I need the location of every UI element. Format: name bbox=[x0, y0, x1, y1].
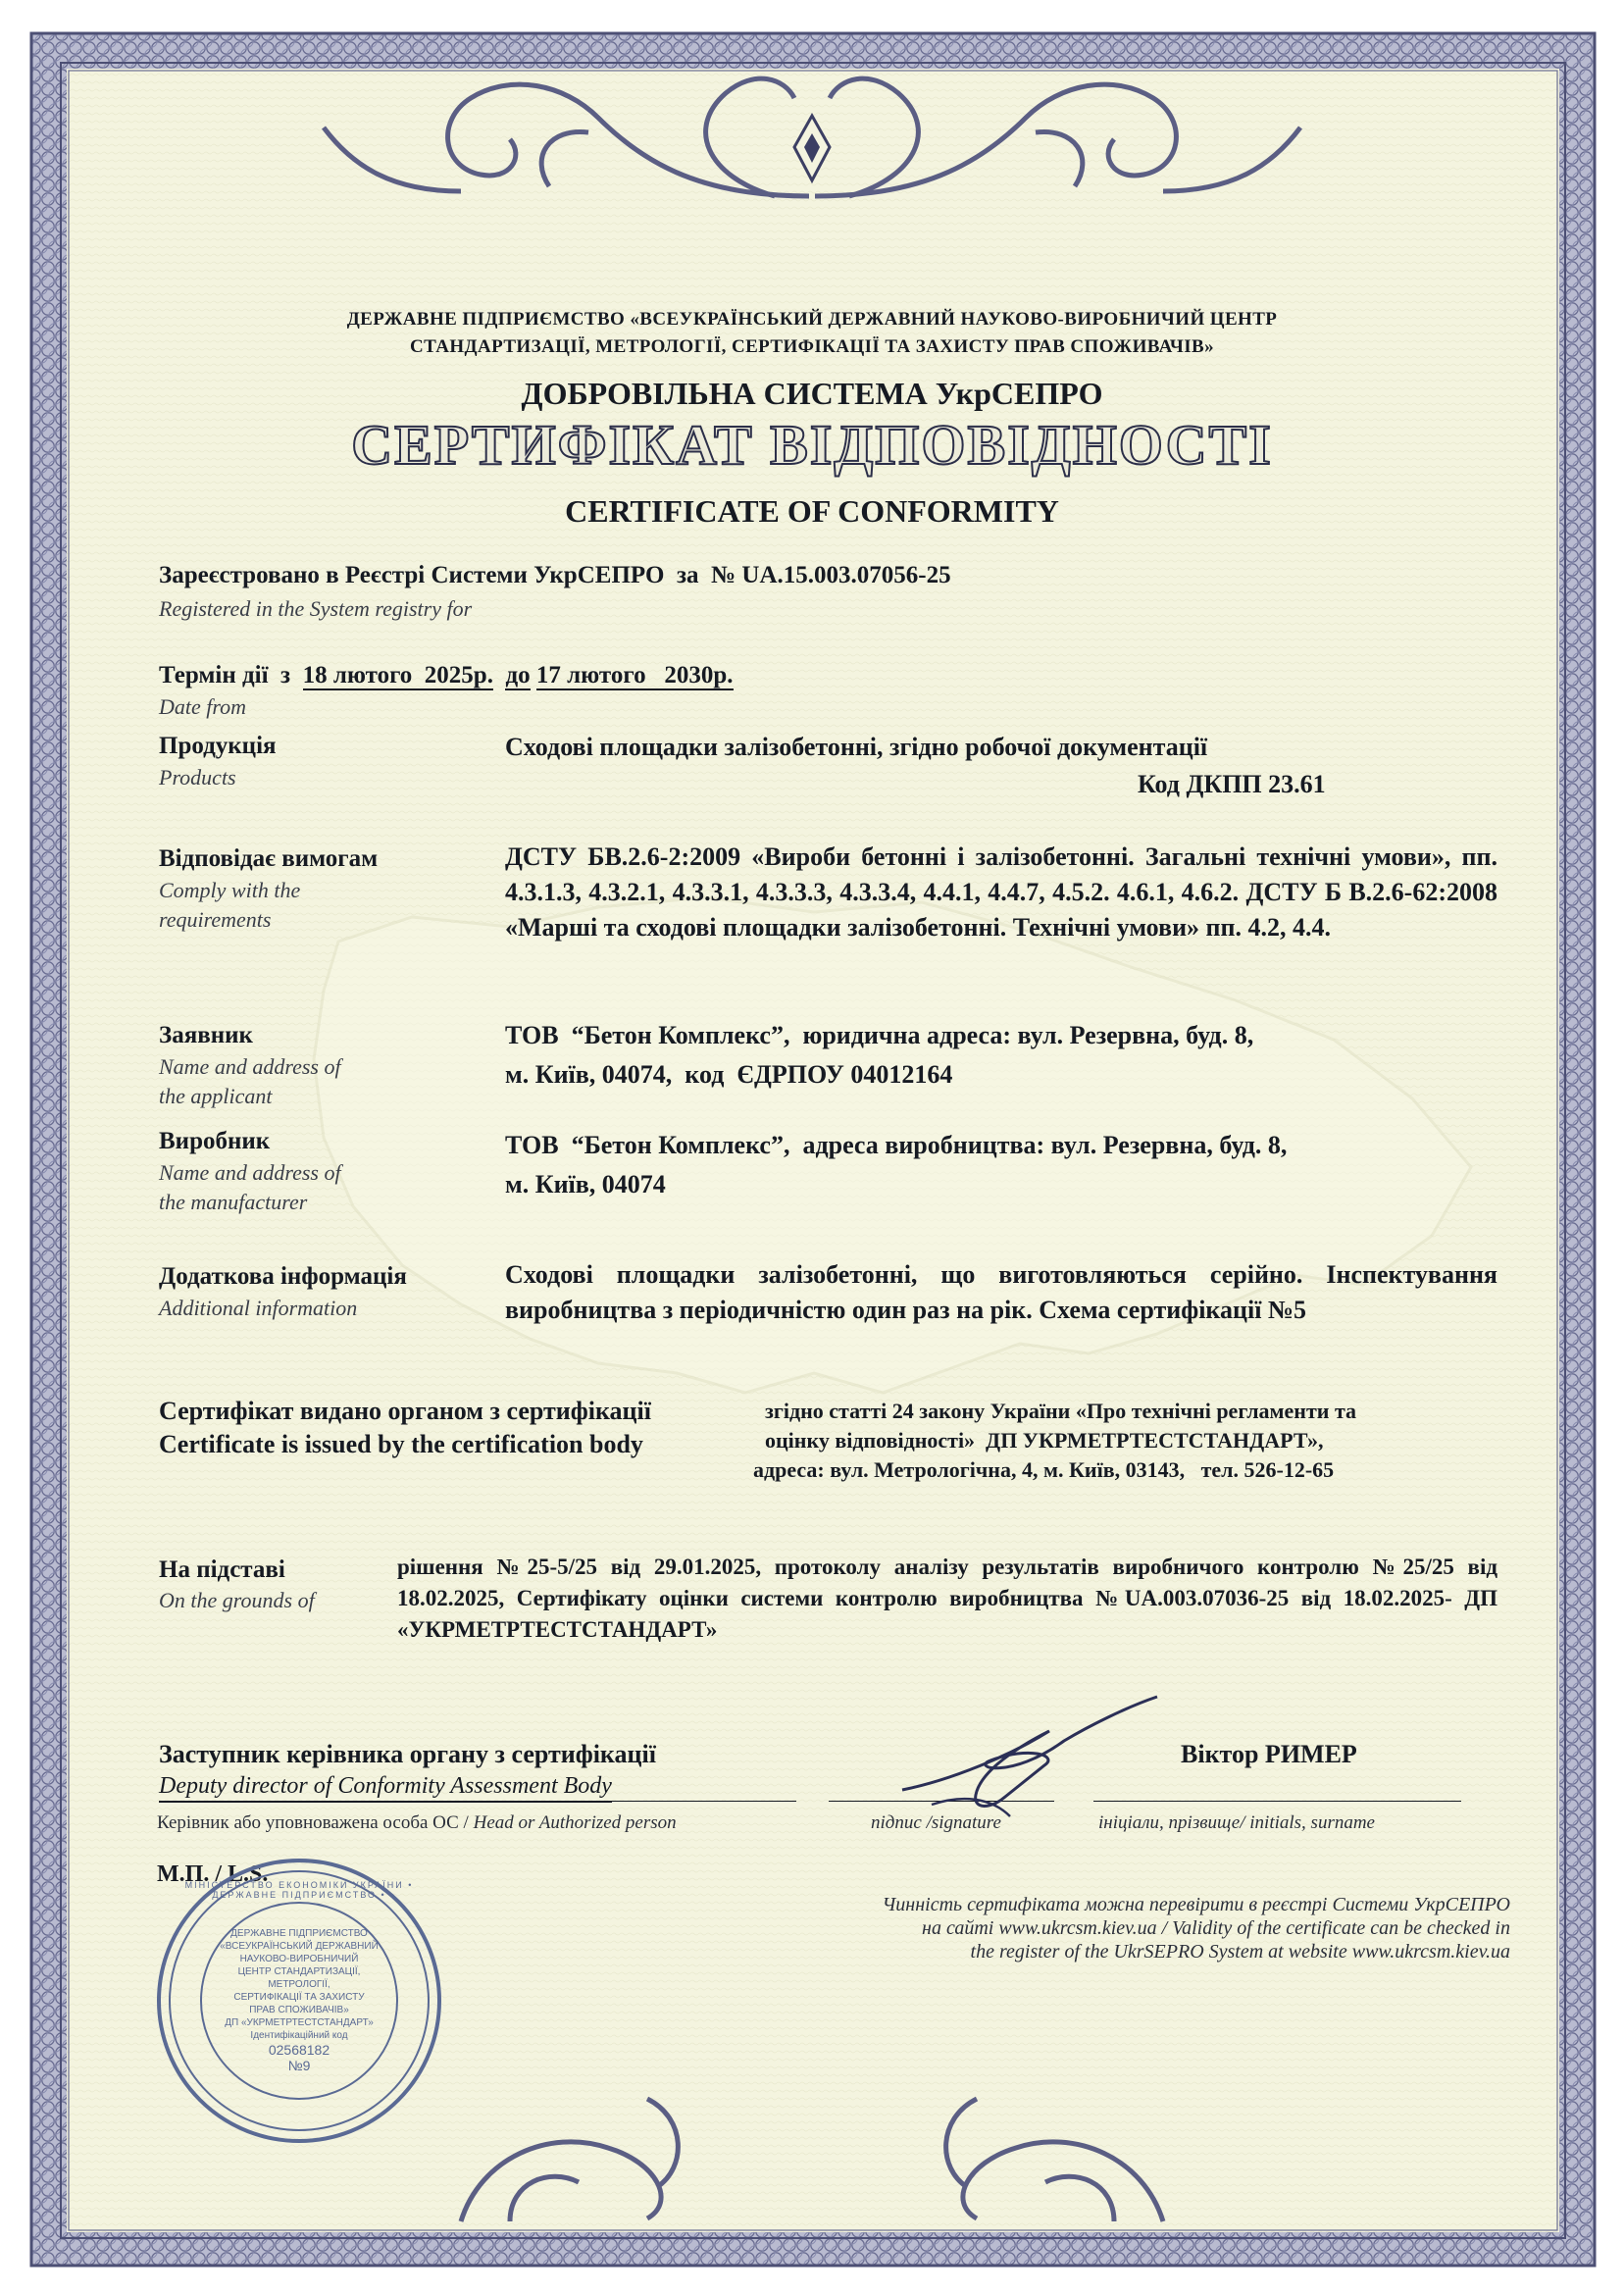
manufacturer-label-en-1: Name and address of bbox=[159, 1160, 341, 1185]
products-label: Продукція bbox=[159, 733, 277, 759]
applicant-line-2: м. Київ, 04074, код ЄДРПОУ 04012164 bbox=[505, 1060, 953, 1089]
head-caption bbox=[157, 1810, 677, 1836]
term-label: Термін дії з bbox=[159, 662, 291, 688]
signatory-name: Віктор РИМЕР bbox=[1181, 1740, 1357, 1768]
seal-line-3: НАУКОВО-ВИРОБНИЧИЙ bbox=[239, 1954, 359, 1964]
signatory-title-ua: Заступник керівника органу з сертифікації bbox=[159, 1740, 656, 1768]
grounds-label: На підставі bbox=[159, 1556, 285, 1583]
issuer-line-1: згідно статті 24 закону України «Про технічні регламенти та bbox=[765, 1399, 1357, 1423]
additional-label-en: Additional information bbox=[159, 1296, 358, 1320]
registry-number: № UA.15.003.07056-25 bbox=[711, 562, 951, 588]
seal-line-7: ПРАВ СПОЖИВАЧІВ» bbox=[249, 2005, 349, 2015]
seal-line-6: СЕРТИФІКАЦІЇ ТА ЗАХИСТУ bbox=[233, 1992, 365, 2003]
certificate-title-en: CERTIFICATE OF CONFORMITY bbox=[565, 493, 1059, 529]
seal-text bbox=[200, 1927, 398, 2073]
seal-line-5: МЕТРОЛОГІЇ, bbox=[268, 1979, 330, 1990]
additional-label: Додаткова інформація bbox=[159, 1263, 407, 1290]
grounds-value: рішення №25-5/25 від 29.01.2025, протоколу аналізу результатів виробничого контролю №25/25 від 18.02.2025, Сертифікату оцінки системи контролю виробництва №UA.003.07036-25 від 18.02.2025- ДП «УКРМЕТРТЕСТСТАНДАРТ» bbox=[397, 1555, 1497, 1642]
registry-label: Зареєстровано в Реєстрі Системи УкрСЕПРО за bbox=[159, 562, 699, 588]
seal-ring-text: МІНІСТЕРСТВО ЕКОНОМІКИ УКРАЇНИ • ДЕРЖАВНЕ ПІДПРИЄМСТВО • bbox=[184, 1880, 414, 1900]
issuer-label-en: Certificate is issued by the certification body bbox=[159, 1430, 643, 1458]
products-code: Код ДКПП 23.61 bbox=[1138, 770, 1326, 798]
manufacturer-line-2: м. Київ, 04074 bbox=[505, 1170, 666, 1198]
seal-line-4: ЦЕНТР СТАНДАРТИЗАЦІЇ, bbox=[237, 1966, 361, 1977]
seal-code: 02568182 bbox=[268, 2042, 330, 2058]
name-caption: ініціали, прізвище/ initials, surname bbox=[1098, 1812, 1375, 1833]
applicant-label: Заявник bbox=[159, 1022, 253, 1048]
products-label-en: Products bbox=[159, 765, 236, 790]
term-label-en: Date from bbox=[159, 694, 247, 719]
organization-line-1: ДЕРЖАВНЕ ПІДПРИЄМСТВО «ВСЕУКРАЇНСЬКИЙ ДЕРЖАВНИЙ НАУКОВО-ВИРОБНИЧИЙ ЦЕНТР bbox=[346, 309, 1278, 330]
applicant-line-1: ТОВ “Бетон Комплекс”, юридична адреса: вул. Резервна, буд. 8, bbox=[505, 1021, 1254, 1049]
manufacturer-line-1: ТОВ “Бетон Комплекс”, адреса виробництва: вул. Резервна, буд. 8, bbox=[505, 1131, 1288, 1159]
head-caption-en: Head or Authorized person bbox=[473, 1812, 677, 1833]
organization-line-2: СТАНДАРТИЗАЦІЇ, МЕТРОЛОГІЇ, СЕРТИФІКАЦІЇ ТА ЗАХИСТУ ПРАВ СПОЖИВАЧІВ» bbox=[409, 336, 1214, 357]
applicant-label-en-2: the applicant bbox=[159, 1084, 273, 1108]
requirements-label-en-1: Comply with the bbox=[159, 878, 301, 902]
seal-place-label: М.П. / L.S. bbox=[157, 1861, 269, 1887]
validity-note bbox=[686, 1893, 1510, 1963]
grounds-label-en: On the grounds of bbox=[159, 1588, 315, 1612]
seal-number: №9 bbox=[287, 2058, 311, 2073]
issuer-line-2: оцінку відповідності» ДП УКРМЕТРТЕСТСТАНДАРТ», bbox=[765, 1428, 1324, 1453]
issuer-line-3: адреса: вул. Метрологічна, 4, м. Київ, 03143, тел. 526-12-65 bbox=[753, 1457, 1335, 1482]
seal-line-9: Ідентифікаційний код bbox=[250, 2030, 348, 2041]
issuer-label-ua: Сертифікат видано органом з сертифікації bbox=[159, 1397, 651, 1425]
handwritten-signature bbox=[863, 1687, 1177, 1834]
additional-value: Сходові площадки залізобетонні, що виготовляються серійно. Інспектування виробництва з періодичністю один раз на рік. Схема сертифікації №5 bbox=[505, 1260, 1497, 1324]
head-signature-rule bbox=[159, 1801, 796, 1802]
requirements-label-en-2: requirements bbox=[159, 907, 272, 932]
applicant-label-en-1: Name and address of bbox=[159, 1054, 341, 1079]
official-seal bbox=[157, 1859, 441, 2143]
products-value: Сходові площадки залізобетонні, згідно робочої документації bbox=[505, 733, 1208, 761]
term-to: 17 лютого 2030р. bbox=[535, 662, 734, 688]
validity-line-1: Чинність сертифіката можна перевірити в реєстрі Системи УкрСЕПРО bbox=[882, 1894, 1510, 1915]
manufacturer-label-en-2: the manufacturer bbox=[159, 1190, 308, 1214]
term-from: 18 лютого 2025р. bbox=[302, 662, 493, 688]
registry-label-en: Registered in the System registry for bbox=[159, 596, 473, 621]
term-to-word: до bbox=[505, 662, 531, 688]
term-line bbox=[159, 659, 734, 692]
validity-line-2: на сайті www.ukrcsm.kiev.ua / Validity of the certificate can be checked in bbox=[922, 1917, 1510, 1939]
signatory-title-en: Deputy director of Conformity Assessment Body bbox=[159, 1771, 612, 1803]
head-caption-ua: Керівник або уповноважена особа ОС / bbox=[157, 1812, 474, 1833]
certificate-title-ua: СЕРТИФІКАТ ВІДПОВІДНОСТІ bbox=[351, 413, 1273, 477]
registry-line bbox=[159, 559, 951, 592]
signature-caption: підпис /signature bbox=[871, 1812, 1001, 1833]
seal-line-8: ДП «УКРМЕТРТЕСТСТАНДАРТ» bbox=[225, 2017, 374, 2028]
validity-line-3: the register of the UkrSEPRO System at website www.ukrcsm.kiev.ua bbox=[970, 1941, 1510, 1963]
requirements-label: Відповідає вимогам bbox=[159, 845, 379, 872]
requirements-value: ДСТУ БВ.2.6-2:2009 «Вироби бетонні і залізобетонні. Загальні технічні умови», пп. 4.3.1.3, 4.3.2.1, 4.3.3.1, 4.3.3.3, 4.3.3.4, 4.4.1, 4.4.7, 4.5.2. 4.6.1, 4.6.2. ДСТУ Б В.2.6-62:2008 «Марші та сходові площадки залізобетонні. Технічні умови» пп. 4.2, 4.4. bbox=[505, 842, 1497, 942]
seal-line-1: ДЕРЖАВНЕ ПІДПРИЄМСТВО bbox=[230, 1928, 368, 1939]
seal-line-2: «ВСЕУКРАЇНСЬКИЙ ДЕРЖАВНИЙ bbox=[220, 1941, 379, 1952]
system-name: ДОБРОВІЛЬНА СИСТЕМА УкрСЕПРО bbox=[521, 376, 1103, 411]
manufacturer-label: Виробник bbox=[159, 1128, 271, 1154]
